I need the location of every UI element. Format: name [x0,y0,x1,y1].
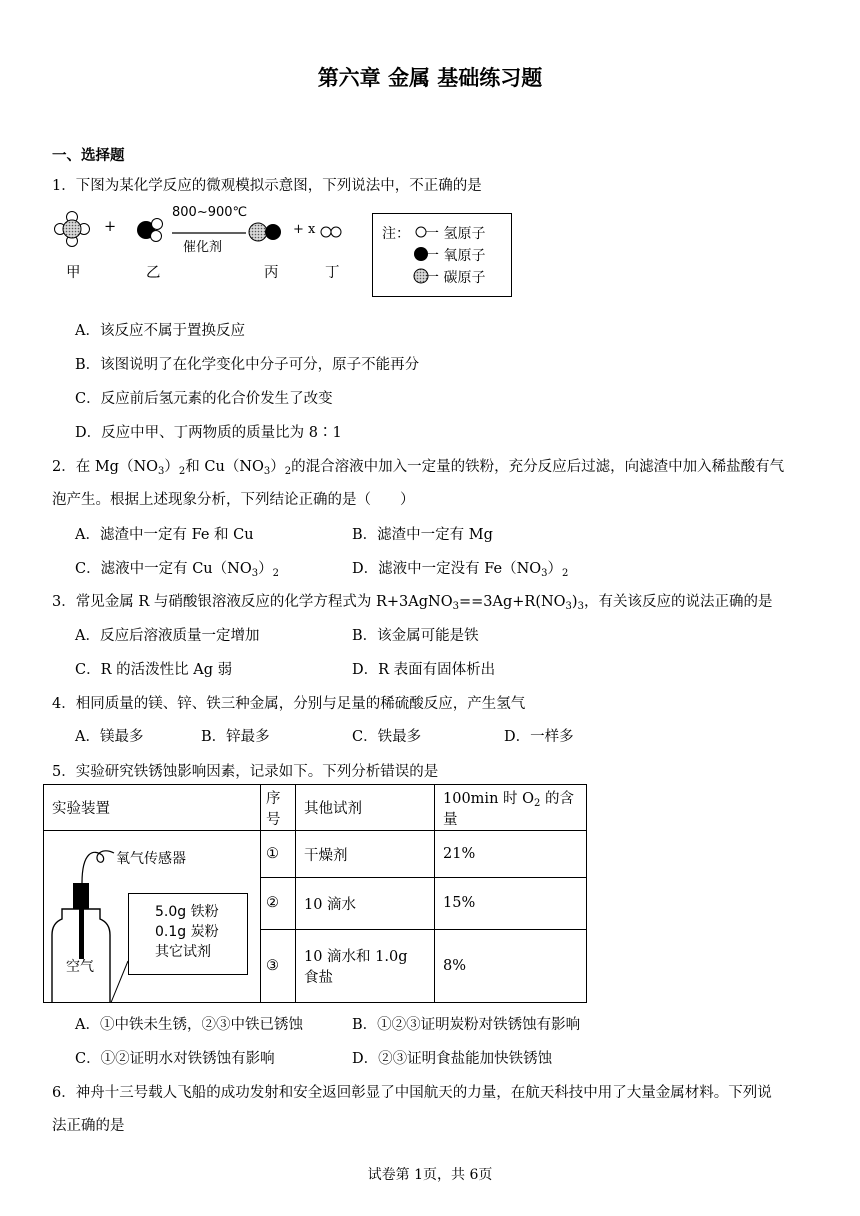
q3-option-b: B．该金属可能是铁 [352,628,479,644]
reagent-box [128,893,248,975]
legend-oxygen: 一 氧原子 [425,248,486,264]
legend-carbon: 一 碳原子 [425,270,486,286]
molecule-ding [321,227,341,237]
q6-stem-line1: 6．神舟十三号载人飞船的成功发射和安全返回彰显了中国航天的力量，在航天科技中用了大量金属材料。下列说 [52,1085,772,1101]
q3-option-a: A．反应后溶液质量一定增加 [75,628,260,644]
q1-option-b: B．该图说明了在化学变化中分子可分，原子不能再分 [75,357,420,373]
q2-option-a: A．滤渣中一定有 Fe 和 Cu [75,527,254,543]
q2-option-c: C．滤液中一定有 $Cu(NO_3)_2$ [75,561,279,579]
q2-option-b: B．滤渣中一定有 Mg [352,527,493,543]
q5-experiment-table [43,784,587,1003]
q3-option-c: C．R 的活泼性比 Ag 弱 [75,662,233,678]
q5-option-d: D．②③证明食盐能加快铁锈蚀 [352,1051,553,1067]
q4-stem: 4．相同质量的镁、锌、铁三种金属，分别与足量的稀硫酸反应，产生氢气 [52,696,526,712]
q3-option-d: D．R 表面有固体析出 [352,662,496,678]
label-jia: 甲 [66,265,81,281]
q1-legend-box [372,213,512,297]
molecule-bing [249,223,281,241]
page-title: 第六章 金属 基础练习题 [317,66,543,90]
legend-hydrogen: 一 氢原子 [425,226,486,242]
q1-reaction-diagram [50,203,360,293]
q2-option-d: D．滤液中一定没有 $Fe(NO_3)_2$ [352,561,569,579]
q3-stem: 3．常见金属 R 与硝酸银溶液反应的化学方程式为 $R+3AgNO_3==3Ag+R(NO_3)_3$，有关该反应的说法正确的是 [52,594,773,612]
q1-stem: 1．下图为某化学反应的微观模拟示意图，下列说法中，不正确的是 [52,178,482,194]
q2-stem-line1: 2．在 $Mg(NO_3)_2$和 $Cu(NO_3)_2$的混合溶液中加入一定量的铁粉，充分反应后过滤，向滤渣中加入稀盐酸有气 [52,459,785,477]
header-o2: 100min 时 $O_2$ 的含量 [435,785,587,831]
plus-sign-1: + [104,219,117,235]
header-number: 序号 [261,785,296,831]
sensor-label: 氧气传感器 [116,851,186,867]
q4-option-d: D．一样多 [504,729,574,745]
row2-number: ② [261,878,296,929]
molecule-jia [55,212,90,247]
q1-option-d: D．反应中甲、丁两物质的质量比为 8∶1 [75,425,342,441]
apparatus-cell [44,831,261,1003]
row2-reagent: 10 滴水 [296,878,435,929]
table-row [44,831,587,878]
label-ding: 丁 [325,265,340,281]
q5-option-c: C．①②证明水对铁锈蚀有影响 [75,1051,275,1067]
header-apparatus: 实验装置 [44,785,261,831]
q5-option-b: B．①②③证明炭粉对铁锈蚀有影响 [352,1017,581,1033]
row2-o2: 15% [435,878,587,929]
page-footer: 试卷第 1页，共 6页 [367,1167,493,1183]
reagent-carbon: 0.1g 炭粉 [155,924,219,940]
q4-option-c: C．铁最多 [352,729,422,745]
label-yi: 乙 [146,265,161,281]
q5-stem: 5．实验研究铁锈蚀影响因素，记录如下。下列分析错误的是 [52,764,439,780]
label-bing: 丙 [264,265,279,281]
row1-o2: 21% [435,831,587,878]
q1-option-c: C．反应前后氢元素的化合价发生了改变 [75,391,333,407]
row3-o2: 8% [435,929,587,1002]
q4-option-b: B．锌最多 [201,729,270,745]
header-reagent: 其他试剂 [296,785,435,831]
q4-option-a: A．镁最多 [75,729,144,745]
q1-option-a: A．该反应不属于置换反应 [75,323,245,339]
legend-title: 注： [382,226,410,242]
plus-x-sign: + x [293,222,316,237]
row3-reagent: 10 滴水和 1.0g 食盐 [296,929,435,1002]
q2-stem-line2: 泡产生。根据上述现象分析，下列结论正确的是（ ） [52,492,415,508]
apparatus-illustration [44,831,260,1002]
table-header-row [44,785,587,831]
section-heading: 一、选择题 [52,148,125,164]
reagent-iron: 5.0g 铁粉 [155,904,219,920]
reagent-other: 其它试剂 [155,944,211,960]
q5-option-a: A．①中铁未生锈，②③中铁已锈蚀 [75,1017,303,1033]
row1-number: ① [261,831,296,878]
reaction-condition-bottom: 催化剂 [183,240,223,255]
row3-number: ③ [261,929,296,1002]
molecule-yi [137,219,163,242]
q6-stem-line2: 法正确的是 [52,1118,125,1134]
reaction-condition-top: 800~900℃ [172,205,248,220]
air-label: 空气 [66,959,94,975]
row1-reagent: 干燥剂 [296,831,435,878]
